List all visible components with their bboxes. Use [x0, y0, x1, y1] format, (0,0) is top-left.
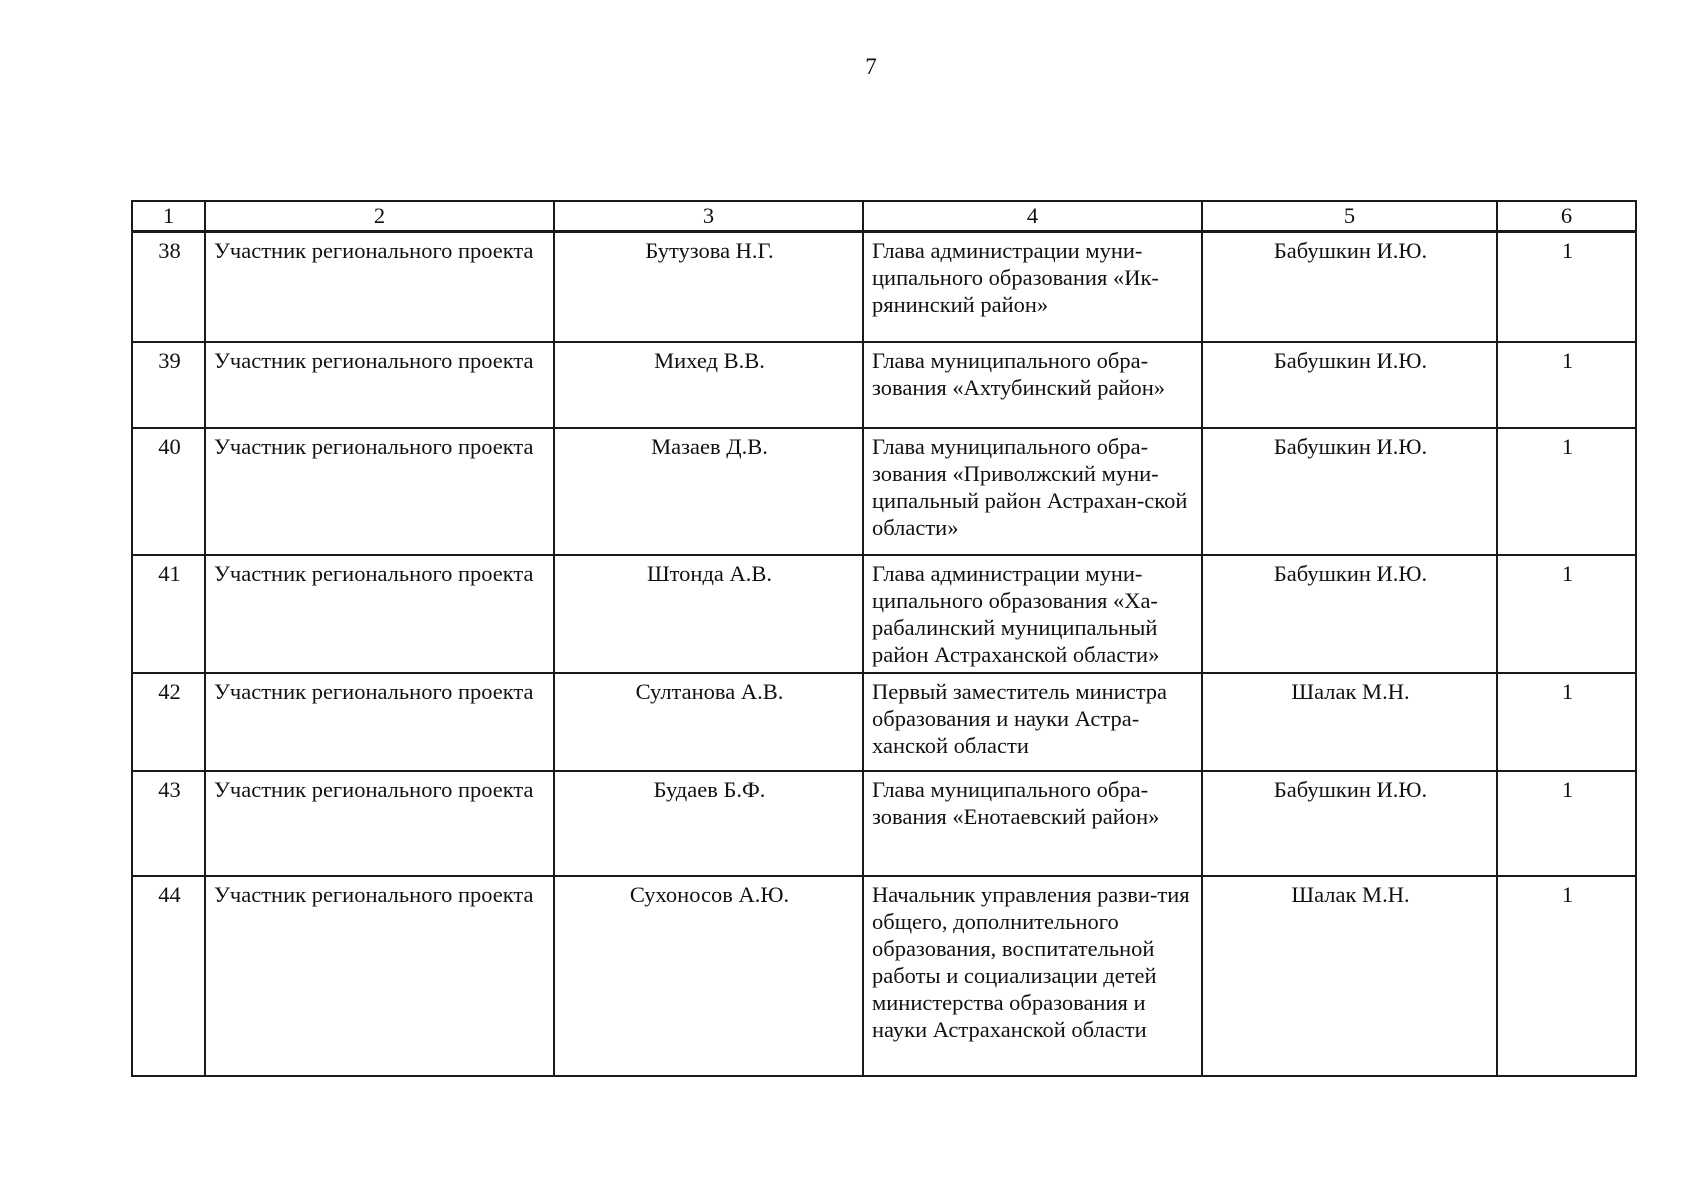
table-row [132, 342, 1636, 428]
value-cell: 1 [1497, 342, 1636, 428]
name-cell: Михед В.В. [554, 342, 863, 428]
supervisor-cell: Шалак М.Н. [1202, 673, 1497, 771]
row-number-cell: 39 [132, 342, 205, 428]
table-row [132, 232, 1636, 343]
value-cell: 1 [1497, 555, 1636, 673]
name-cell: Мазаев Д.В. [554, 428, 863, 555]
column-header: 1 [132, 201, 205, 232]
column-header: 5 [1202, 201, 1497, 232]
table-row [132, 673, 1636, 771]
role-cell: Участник регионального проекта [205, 771, 554, 876]
role-cell: Участник регионального проекта [205, 232, 554, 343]
name-cell: Штонда А.В. [554, 555, 863, 673]
table-row [132, 771, 1636, 876]
position-cell: Глава администрации муни-ципального образования «Ик-рянинский район» [863, 232, 1202, 343]
name-cell: Сухоносов А.Ю. [554, 876, 863, 1076]
position-cell: Глава муниципального обра-зования «Енотаевский район» [863, 771, 1202, 876]
column-header: 6 [1497, 201, 1636, 232]
row-number-cell: 41 [132, 555, 205, 673]
value-cell: 1 [1497, 876, 1636, 1076]
table-header-row [132, 201, 1636, 232]
role-cell: Участник регионального проекта [205, 673, 554, 771]
supervisor-cell: Бабушкин И.Ю. [1202, 428, 1497, 555]
table-row [132, 555, 1636, 673]
name-cell: Султанова А.В. [554, 673, 863, 771]
role-cell: Участник регионального проекта [205, 342, 554, 428]
position-cell: Глава муниципального обра-зования «Приволжский муни-ципальный район Астрахан-ской области» [863, 428, 1202, 555]
value-cell: 1 [1497, 428, 1636, 555]
name-cell: Будаев Б.Ф. [554, 771, 863, 876]
supervisor-cell: Бабушкин И.Ю. [1202, 771, 1497, 876]
supervisor-cell: Шалак М.Н. [1202, 876, 1497, 1076]
table-row [132, 428, 1636, 555]
supervisor-cell: Бабушкин И.Ю. [1202, 555, 1497, 673]
page-number: 7 [865, 54, 877, 79]
value-cell: 1 [1497, 771, 1636, 876]
row-number-cell: 42 [132, 673, 205, 771]
role-cell: Участник регионального проекта [205, 428, 554, 555]
table-row [132, 876, 1636, 1076]
role-cell: Участник регионального проекта [205, 876, 554, 1076]
role-cell: Участник регионального проекта [205, 555, 554, 673]
supervisor-cell: Бабушкин И.Ю. [1202, 232, 1497, 343]
column-header: 2 [205, 201, 554, 232]
position-cell: Первый заместитель министра образования и науки Астра-ханской области [863, 673, 1202, 771]
position-cell: Глава муниципального обра-зования «Ахтубинский район» [863, 342, 1202, 428]
row-number-cell: 44 [132, 876, 205, 1076]
position-cell: Начальник управления разви-тия общего, дополнительного образования, воспитательной работы и социализации детей министерства образования и науки Астраханской области [863, 876, 1202, 1076]
value-cell: 1 [1497, 232, 1636, 343]
row-number-cell: 43 [132, 771, 205, 876]
value-cell: 1 [1497, 673, 1636, 771]
column-header: 3 [554, 201, 863, 232]
row-number-cell: 40 [132, 428, 205, 555]
position-cell: Глава администрации муни-ципального образования «Ха-рабалинский муниципальный район Астраханской области» [863, 555, 1202, 673]
column-header: 4 [863, 201, 1202, 232]
supervisor-cell: Бабушкин И.Ю. [1202, 342, 1497, 428]
participants-table [131, 200, 1637, 1077]
name-cell: Бутузова Н.Г. [554, 232, 863, 343]
row-number-cell: 38 [132, 232, 205, 343]
